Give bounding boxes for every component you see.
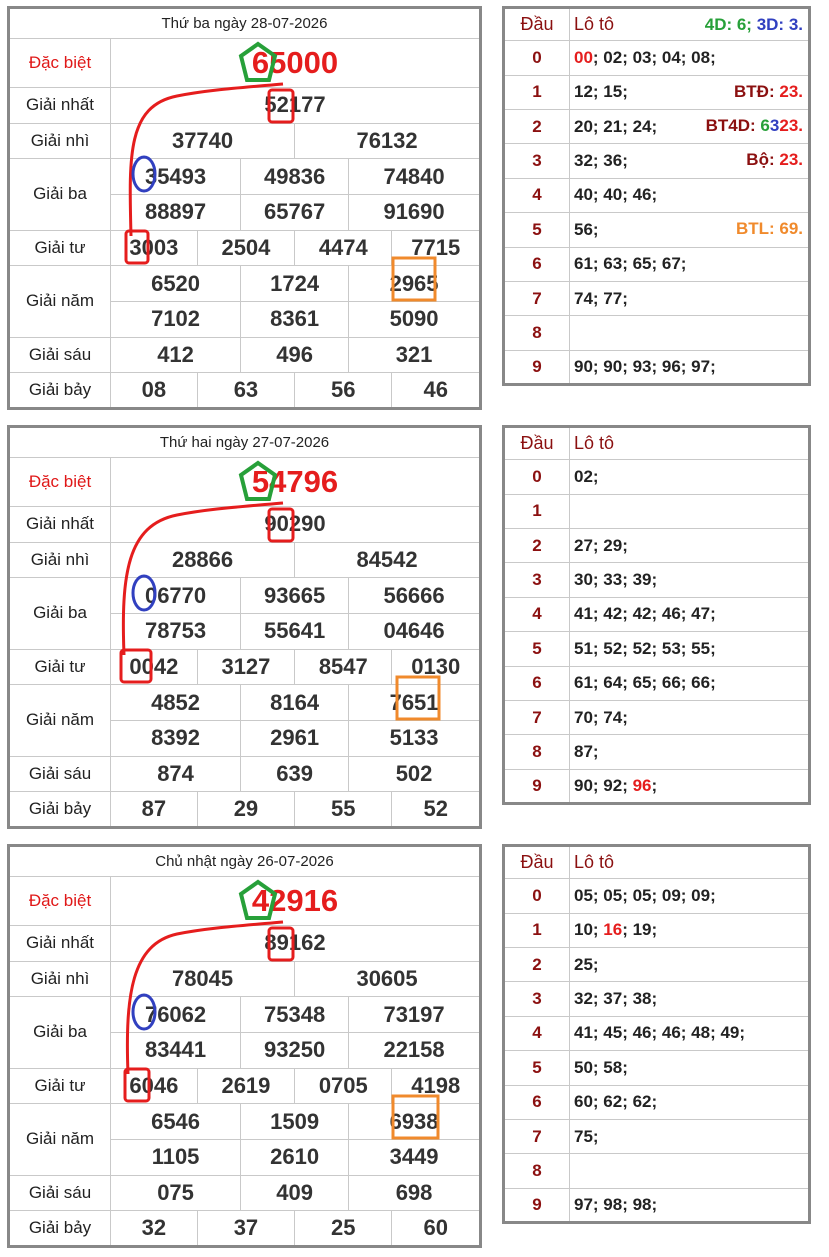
loto-table-day-2 — [502, 425, 811, 805]
third-prize: 83441 — [111, 1032, 241, 1068]
third-prize: 06770 — [111, 578, 241, 614]
stat-3d: 3D: 3. — [756, 15, 803, 34]
loto-values: 90; 92; — [574, 775, 633, 795]
fifth-prize: 4852 — [111, 685, 241, 721]
dau-cell: 9 — [504, 1188, 570, 1222]
dau-cell: 1 — [504, 913, 570, 947]
fourth-prize: 6046 — [111, 1068, 198, 1104]
result-table — [7, 6, 482, 410]
first-prize: 89162 — [111, 925, 481, 961]
dau-cell: 2 — [504, 948, 570, 982]
seventh-prize: 25 — [295, 1211, 392, 1247]
label-dac-biet: Đặc biệt — [9, 39, 111, 88]
second-prize: 30605 — [295, 961, 481, 997]
loto-cell: 61; 63; 65; 67; — [570, 247, 810, 281]
dau-cell: 4 — [504, 1016, 570, 1050]
dau-cell: 1 — [504, 75, 570, 109]
loto-header: Lô tô — [570, 846, 810, 879]
loto-cell: 87; — [570, 735, 810, 769]
loto-cell: 41; 45; 46; 46; 48; 49; — [570, 1016, 810, 1050]
loto-cell: 61; 64; 65; 66; 66; — [570, 666, 810, 700]
seventh-prize: 52 — [392, 792, 481, 828]
loto-values: 32; 36; — [574, 151, 628, 171]
result-table — [7, 425, 482, 829]
second-prize: 76132 — [295, 123, 481, 159]
third-prize: 93665 — [241, 578, 349, 614]
second-prize: 78045 — [111, 961, 295, 997]
loto-cell: 02; — [570, 460, 810, 494]
loto-cell — [570, 494, 810, 528]
loto-cell — [570, 110, 810, 144]
date-title: Chủ nhật ngày 26-07-2026 — [9, 846, 481, 877]
loto-cell: 97; 98; 98; — [570, 1188, 810, 1222]
third-prize: 74840 — [349, 159, 481, 195]
fourth-prize: 3003 — [111, 230, 198, 266]
result-block-day-2 — [7, 425, 482, 829]
fifth-prize: 3449 — [349, 1139, 481, 1175]
dau-header: Đầu — [504, 846, 570, 879]
seventh-prize: 55 — [295, 792, 392, 828]
stat-bo-value: 23. — [779, 150, 803, 170]
dau-cell: 8 — [504, 1154, 570, 1188]
loto-cell: 50; 58; — [570, 1051, 810, 1085]
dau-cell: 8 — [504, 735, 570, 769]
loto-values: ; — [651, 775, 658, 795]
fifth-prize: 1105 — [111, 1139, 241, 1175]
seventh-prize: 32 — [111, 1211, 198, 1247]
loto-cell — [570, 213, 810, 247]
stat-bt4d-digit: 6 — [760, 116, 770, 136]
stat-bt4d — [706, 116, 803, 136]
label-giai-bay: Giải bảy — [9, 792, 111, 828]
dau-cell: 3 — [504, 563, 570, 597]
loto-cell: 90; 90; 93; 96; 97; — [570, 350, 810, 384]
loto-highlight: 96 — [632, 775, 652, 795]
dau-cell: 4 — [504, 178, 570, 212]
dau-cell: 8 — [504, 316, 570, 350]
fifth-prize: 5090 — [349, 301, 481, 337]
stat-4d-3d — [705, 15, 803, 35]
third-prize: 04646 — [349, 613, 481, 649]
special-prize: 54796 — [111, 458, 481, 507]
sixth-prize: 502 — [349, 756, 481, 792]
loto-values: ; 02; 03; 04; 08; — [592, 48, 716, 68]
first-prize: 90290 — [111, 506, 481, 542]
seventh-prize: 63 — [197, 373, 294, 409]
stat-bt4d-digit: 23. — [779, 116, 803, 136]
loto-cell: 40; 40; 46; — [570, 178, 810, 212]
dau-cell: 7 — [504, 281, 570, 315]
loto-cell: 60; 62; 62; — [570, 1085, 810, 1119]
loto-values: 20; 21; 24; — [574, 116, 658, 136]
fifth-prize: 7651 — [349, 685, 481, 721]
loto-highlight: 00 — [574, 48, 593, 68]
stat-btd-value: 23. — [779, 81, 803, 101]
third-prize: 75348 — [241, 997, 349, 1033]
fourth-prize: 3127 — [197, 649, 294, 685]
stat-4d: 4D: 6; — [704, 15, 752, 34]
label-dac-biet: Đặc biệt — [9, 877, 111, 926]
third-prize: 78753 — [111, 613, 241, 649]
loto-values: 10; — [574, 920, 604, 940]
second-prize: 28866 — [111, 542, 295, 578]
seventh-prize: 08 — [111, 373, 198, 409]
fifth-prize: 6546 — [111, 1104, 241, 1140]
loto-highlight: 16 — [603, 920, 623, 940]
loto-cell: 05; 05; 05; 09; 09; — [570, 879, 810, 913]
fourth-prize: 8547 — [295, 649, 392, 685]
loto-header — [570, 8, 810, 41]
fourth-prize: 0130 — [392, 649, 481, 685]
label-giai-sau: Giải sáu — [9, 756, 111, 792]
dau-header: Đầu — [504, 8, 570, 41]
sixth-prize: 698 — [349, 1175, 481, 1211]
dau-cell: 0 — [504, 460, 570, 494]
label-giai-nhat: Giải nhất — [9, 925, 111, 961]
dau-cell: 2 — [504, 529, 570, 563]
first-prize: 52177 — [111, 87, 481, 123]
label-giai-nhat: Giải nhất — [9, 87, 111, 123]
fifth-prize: 5133 — [349, 720, 481, 756]
fifth-prize: 2965 — [349, 266, 481, 302]
loto-cell: 27; 29; — [570, 529, 810, 563]
label-giai-nhi: Giải nhì — [9, 123, 111, 159]
loto-table-day-1 — [502, 6, 811, 386]
loto-values: 56; — [574, 219, 599, 239]
dau-cell: 6 — [504, 247, 570, 281]
dau-cell: 2 — [504, 110, 570, 144]
stat-btd — [734, 82, 803, 102]
third-prize: 56666 — [349, 578, 481, 614]
third-prize: 35493 — [111, 159, 241, 195]
label-giai-tu: Giải tư — [9, 1068, 111, 1104]
stat-btl: BTL: 69. — [735, 219, 803, 239]
third-prize: 88897 — [111, 194, 241, 230]
sixth-prize: 075 — [111, 1175, 241, 1211]
third-prize: 49836 — [241, 159, 349, 195]
seventh-prize: 56 — [295, 373, 392, 409]
fifth-prize: 1509 — [241, 1104, 349, 1140]
dau-cell: 5 — [504, 213, 570, 247]
seventh-prize: 87 — [111, 792, 198, 828]
label-giai-bay: Giải bảy — [9, 373, 111, 409]
seventh-prize: 46 — [392, 373, 481, 409]
label-giai-nhi: Giải nhì — [9, 961, 111, 997]
fifth-prize: 2610 — [241, 1139, 349, 1175]
loto-cell — [570, 144, 810, 178]
special-prize: 65000 — [111, 39, 481, 88]
fourth-prize: 7715 — [392, 230, 481, 266]
sixth-prize: 639 — [241, 756, 349, 792]
loto-cell: 30; 33; 39; — [570, 563, 810, 597]
dau-cell: 6 — [504, 666, 570, 700]
result-table — [7, 844, 482, 1248]
dau-cell: 6 — [504, 1085, 570, 1119]
date-title: Thứ hai ngày 27-07-2026 — [9, 427, 481, 458]
loto-values: 12; 15; — [574, 82, 628, 102]
fifth-prize: 8164 — [241, 685, 349, 721]
label-giai-nam: Giải năm — [9, 685, 111, 756]
third-prize: 76062 — [111, 997, 241, 1033]
dau-cell: 7 — [504, 700, 570, 734]
dau-cell: 1 — [504, 494, 570, 528]
label-dac-biet: Đặc biệt — [9, 458, 111, 507]
loto-header-label: Lô tô — [574, 14, 615, 35]
dau-cell: 3 — [504, 982, 570, 1016]
dau-cell: 5 — [504, 632, 570, 666]
label-giai-sau: Giải sáu — [9, 337, 111, 373]
dau-cell: 3 — [504, 144, 570, 178]
dau-cell: 9 — [504, 769, 570, 803]
loto-cell — [570, 41, 810, 75]
stat-bt4d-digit: 3 — [769, 116, 780, 136]
dau-cell: 0 — [504, 41, 570, 75]
fifth-prize: 1724 — [241, 266, 349, 302]
loto-cell — [570, 1154, 810, 1188]
sixth-prize: 409 — [241, 1175, 349, 1211]
sixth-prize: 496 — [241, 337, 349, 373]
fifth-prize: 2961 — [241, 720, 349, 756]
loto-cell: 25; — [570, 948, 810, 982]
label-giai-tu: Giải tư — [9, 649, 111, 685]
fifth-prize: 6520 — [111, 266, 241, 302]
stat-bo-label: Bộ: — [746, 150, 775, 170]
fourth-prize: 4474 — [295, 230, 392, 266]
loto-cell — [570, 75, 810, 109]
seventh-prize: 29 — [197, 792, 294, 828]
date-title: Thứ ba ngày 28-07-2026 — [9, 8, 481, 39]
loto-cell: 74; 77; — [570, 281, 810, 315]
stat-bo — [746, 150, 803, 170]
second-prize: 37740 — [111, 123, 295, 159]
fourth-prize: 2619 — [197, 1068, 294, 1104]
loto-header: Lô tô — [570, 427, 810, 460]
third-prize: 65767 — [241, 194, 349, 230]
loto-cell: 75; — [570, 1119, 810, 1153]
sixth-prize: 874 — [111, 756, 241, 792]
dau-cell: 0 — [504, 879, 570, 913]
seventh-prize: 60 — [392, 1211, 481, 1247]
third-prize: 73197 — [349, 997, 481, 1033]
result-block-day-1 — [7, 6, 482, 410]
label-giai-nam: Giải năm — [9, 1104, 111, 1175]
loto-table-day-3 — [502, 844, 811, 1224]
loto-cell: 70; 74; — [570, 700, 810, 734]
fourth-prize: 0705 — [295, 1068, 392, 1104]
third-prize: 91690 — [349, 194, 481, 230]
fifth-prize: 7102 — [111, 301, 241, 337]
label-giai-sau: Giải sáu — [9, 1175, 111, 1211]
loto-cell: 51; 52; 52; 53; 55; — [570, 632, 810, 666]
third-prize: 93250 — [241, 1032, 349, 1068]
dau-cell: 5 — [504, 1051, 570, 1085]
loto-values: ; 19; — [622, 920, 658, 940]
special-prize: 42916 — [111, 877, 481, 926]
dau-cell: 9 — [504, 350, 570, 384]
label-giai-nam: Giải năm — [9, 266, 111, 337]
dau-header: Đầu — [504, 427, 570, 460]
second-prize: 84542 — [295, 542, 481, 578]
fifth-prize: 6938 — [349, 1104, 481, 1140]
fourth-prize: 4198 — [392, 1068, 481, 1104]
fourth-prize: 2504 — [197, 230, 294, 266]
label-giai-tu: Giải tư — [9, 230, 111, 266]
third-prize: 55641 — [241, 613, 349, 649]
sixth-prize: 321 — [349, 337, 481, 373]
loto-cell — [570, 316, 810, 350]
third-prize: 22158 — [349, 1032, 481, 1068]
label-giai-ba: Giải ba — [9, 159, 111, 230]
dau-cell: 4 — [504, 597, 570, 631]
label-giai-ba: Giải ba — [9, 997, 111, 1068]
result-block-day-3 — [7, 844, 482, 1248]
fifth-prize: 8361 — [241, 301, 349, 337]
stat-bt4d-label: BT4D: — [705, 116, 756, 136]
label-giai-nhat: Giải nhất — [9, 506, 111, 542]
label-giai-bay: Giải bảy — [9, 1211, 111, 1247]
dau-cell: 7 — [504, 1119, 570, 1153]
sixth-prize: 412 — [111, 337, 241, 373]
fifth-prize: 8392 — [111, 720, 241, 756]
loto-cell — [570, 769, 810, 803]
fourth-prize: 0042 — [111, 649, 198, 685]
loto-cell: 41; 42; 42; 46; 47; — [570, 597, 810, 631]
stat-btd-label: BTĐ: — [734, 81, 775, 101]
loto-cell — [570, 913, 810, 947]
label-giai-nhi: Giải nhì — [9, 542, 111, 578]
loto-cell: 32; 37; 38; — [570, 982, 810, 1016]
seventh-prize: 37 — [197, 1211, 294, 1247]
label-giai-ba: Giải ba — [9, 578, 111, 649]
